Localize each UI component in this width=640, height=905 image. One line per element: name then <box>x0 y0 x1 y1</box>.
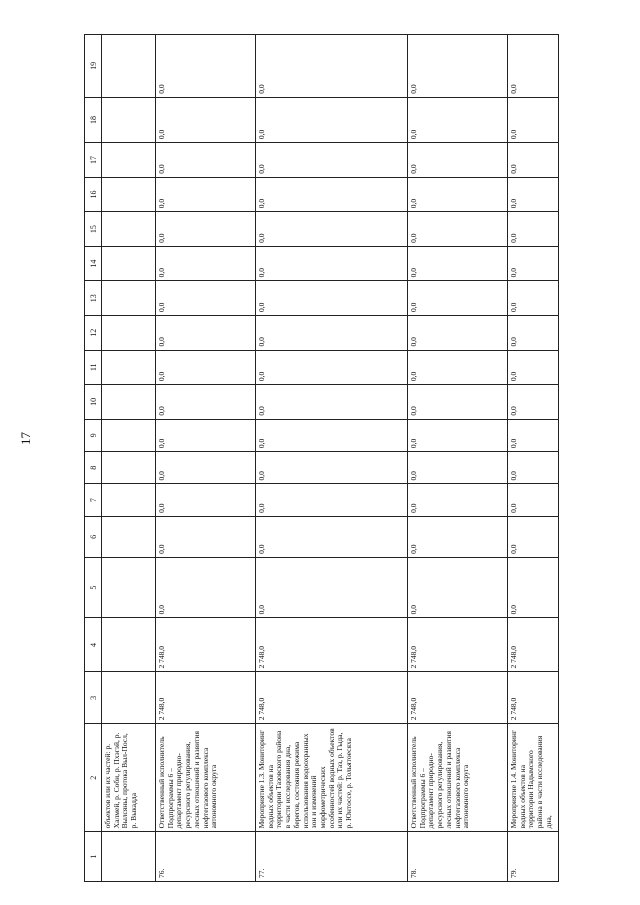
table-cell: 0,0 <box>156 516 256 557</box>
table-cell: 0,0 <box>156 212 256 247</box>
table-cell: 0,0 <box>256 246 408 281</box>
table-cell <box>102 143 156 178</box>
column-header: 3 <box>85 672 102 724</box>
table-row <box>508 35 559 882</box>
table-cell <box>102 516 156 557</box>
column-header: 11 <box>85 350 102 385</box>
column-header: 8 <box>85 452 102 484</box>
table-cell: 0,0 <box>156 484 256 516</box>
table-cell: 0,0 <box>408 35 508 98</box>
column-header: 14 <box>85 246 102 281</box>
column-header: 6 <box>85 516 102 557</box>
table-cell: 2 748,0 <box>508 672 559 724</box>
table-cell: 0,0 <box>408 385 508 420</box>
table-cell: 0,0 <box>508 452 559 484</box>
table-cell <box>102 484 156 516</box>
table-cell: 0,0 <box>508 177 559 212</box>
table-cell: 0,0 <box>408 212 508 247</box>
table-cell <box>102 557 156 618</box>
table-cell <box>102 618 156 672</box>
header-row <box>85 35 102 882</box>
table-cell: 0,0 <box>408 350 508 385</box>
table-cell: 0,0 <box>408 419 508 451</box>
column-header: 2 <box>85 724 102 832</box>
table-cell <box>102 281 156 316</box>
column-header: 7 <box>85 484 102 516</box>
column-header: 16 <box>85 177 102 212</box>
table-cell: 0,0 <box>256 350 408 385</box>
table-cell <box>102 212 156 247</box>
table-cell: 0,0 <box>508 281 559 316</box>
table-cell: 0,0 <box>256 315 408 350</box>
table-cell: 0,0 <box>408 315 508 350</box>
table-cell <box>102 832 156 882</box>
table-cell: 0,0 <box>408 484 508 516</box>
table-cell: 0,0 <box>156 281 256 316</box>
row-number: 77. <box>256 832 408 882</box>
table-cell: 0,0 <box>408 557 508 618</box>
table-cell: 0,0 <box>256 35 408 98</box>
table-cell: 0,0 <box>256 143 408 178</box>
table-cell: 2 748,0 <box>408 618 508 672</box>
table-cell: 0,0 <box>256 484 408 516</box>
continuation-text: объектов или их частей: р. Халмей, р. Соби, р. Пхэгэй, р. Вылсяны, протока Выл-Посл, р. Выкадда <box>102 724 156 832</box>
budget-table <box>84 34 559 882</box>
table-cell: 0,0 <box>256 97 408 142</box>
table-cell: 0,0 <box>256 516 408 557</box>
column-header: 13 <box>85 281 102 316</box>
table-cell: 0,0 <box>408 246 508 281</box>
row-number: 78. <box>408 832 508 882</box>
table-cell: 2 748,0 <box>408 672 508 724</box>
table-cell: 0,0 <box>256 385 408 420</box>
table-cell <box>102 672 156 724</box>
table-cell <box>102 246 156 281</box>
table-cell: 0,0 <box>508 419 559 451</box>
table-cell: 0,0 <box>508 516 559 557</box>
table-cell: 0,0 <box>156 557 256 618</box>
table-cell: 0,0 <box>508 557 559 618</box>
table-cell: 0,0 <box>256 419 408 451</box>
rotated-table-wrapper <box>84 34 559 882</box>
table-row <box>408 35 508 882</box>
page-number: 17 <box>18 432 33 445</box>
row-number: 76. <box>156 832 256 882</box>
continuation-row <box>102 35 156 882</box>
table-cell: 0,0 <box>256 177 408 212</box>
row-description: Мероприятие 1.3. Мониторинг водных объектов на территории Тазовского района в части исследования дна, берегов, состояния режима использования водоохранных зон и изменений морфометрических особенностей водных объектов или их частей: р. Таз, р. Гыда, р. Юнтоссе, р. Тольятоесяха <box>256 724 408 832</box>
table-cell: 0,0 <box>156 452 256 484</box>
table-cell <box>102 35 156 98</box>
table-cell: 0,0 <box>156 419 256 451</box>
column-header: 19 <box>85 35 102 98</box>
row-description: Ответственный исполнитель Подпрограммы 6 – департамент природно-ресурсного регулирования, лесных отношений и развития нефтегазового комплекса автономного округа <box>408 724 508 832</box>
table-cell: 2 748,0 <box>156 672 256 724</box>
column-header: 15 <box>85 212 102 247</box>
table-cell: 0,0 <box>156 385 256 420</box>
row-number: 79. <box>508 832 559 882</box>
table-cell: 2 748,0 <box>156 618 256 672</box>
column-header: 9 <box>85 419 102 451</box>
table-cell: 0,0 <box>408 177 508 212</box>
table-cell: 0,0 <box>156 246 256 281</box>
table-cell: 0,0 <box>508 143 559 178</box>
table-cell: 0,0 <box>508 35 559 98</box>
table-cell: 2 748,0 <box>508 618 559 672</box>
table-cell: 0,0 <box>408 516 508 557</box>
table-cell: 0,0 <box>408 452 508 484</box>
column-header: 10 <box>85 385 102 420</box>
column-header: 18 <box>85 97 102 142</box>
table-cell: 0,0 <box>256 281 408 316</box>
table-cell: 0,0 <box>508 484 559 516</box>
column-header: 1 <box>85 832 102 882</box>
table-cell: 0,0 <box>256 212 408 247</box>
table-cell: 0,0 <box>408 281 508 316</box>
table-cell <box>102 350 156 385</box>
table-cell: 0,0 <box>508 350 559 385</box>
table-row <box>256 35 408 882</box>
row-description: Мероприятие 1.4. Мониторинг водных объектов на территории Надымского района в части исследования дна, <box>508 724 559 832</box>
table-cell: 0,0 <box>408 97 508 142</box>
table-row <box>156 35 256 882</box>
table-cell: 0,0 <box>156 350 256 385</box>
table-cell: 0,0 <box>508 97 559 142</box>
column-header: 17 <box>85 143 102 178</box>
table-cell: 0,0 <box>256 557 408 618</box>
column-header: 4 <box>85 618 102 672</box>
table-cell: 0,0 <box>256 452 408 484</box>
table-cell: 0,0 <box>508 385 559 420</box>
table-cell: 0,0 <box>156 315 256 350</box>
table-cell: 0,0 <box>508 212 559 247</box>
table-cell: 2 748,0 <box>256 618 408 672</box>
table-cell: 0,0 <box>156 143 256 178</box>
table-cell <box>102 452 156 484</box>
table-cell <box>102 419 156 451</box>
row-description: Ответственный исполнитель Подпрограммы 6 – департамент природно-ресурсного регулирования, лесных отношений и развития нефтегазового комплекса автономного округа <box>156 724 256 832</box>
table-cell: 0,0 <box>508 315 559 350</box>
table-cell: 0,0 <box>156 177 256 212</box>
table-cell <box>102 177 156 212</box>
table-cell: 2 748,0 <box>256 672 408 724</box>
table-cell <box>102 385 156 420</box>
table-cell: 0,0 <box>508 246 559 281</box>
table-cell: 0,0 <box>156 97 256 142</box>
column-header: 12 <box>85 315 102 350</box>
table-cell: 0,0 <box>408 143 508 178</box>
table-cell <box>102 315 156 350</box>
column-header: 5 <box>85 557 102 618</box>
table-cell <box>102 97 156 142</box>
table-cell: 0,0 <box>156 35 256 98</box>
